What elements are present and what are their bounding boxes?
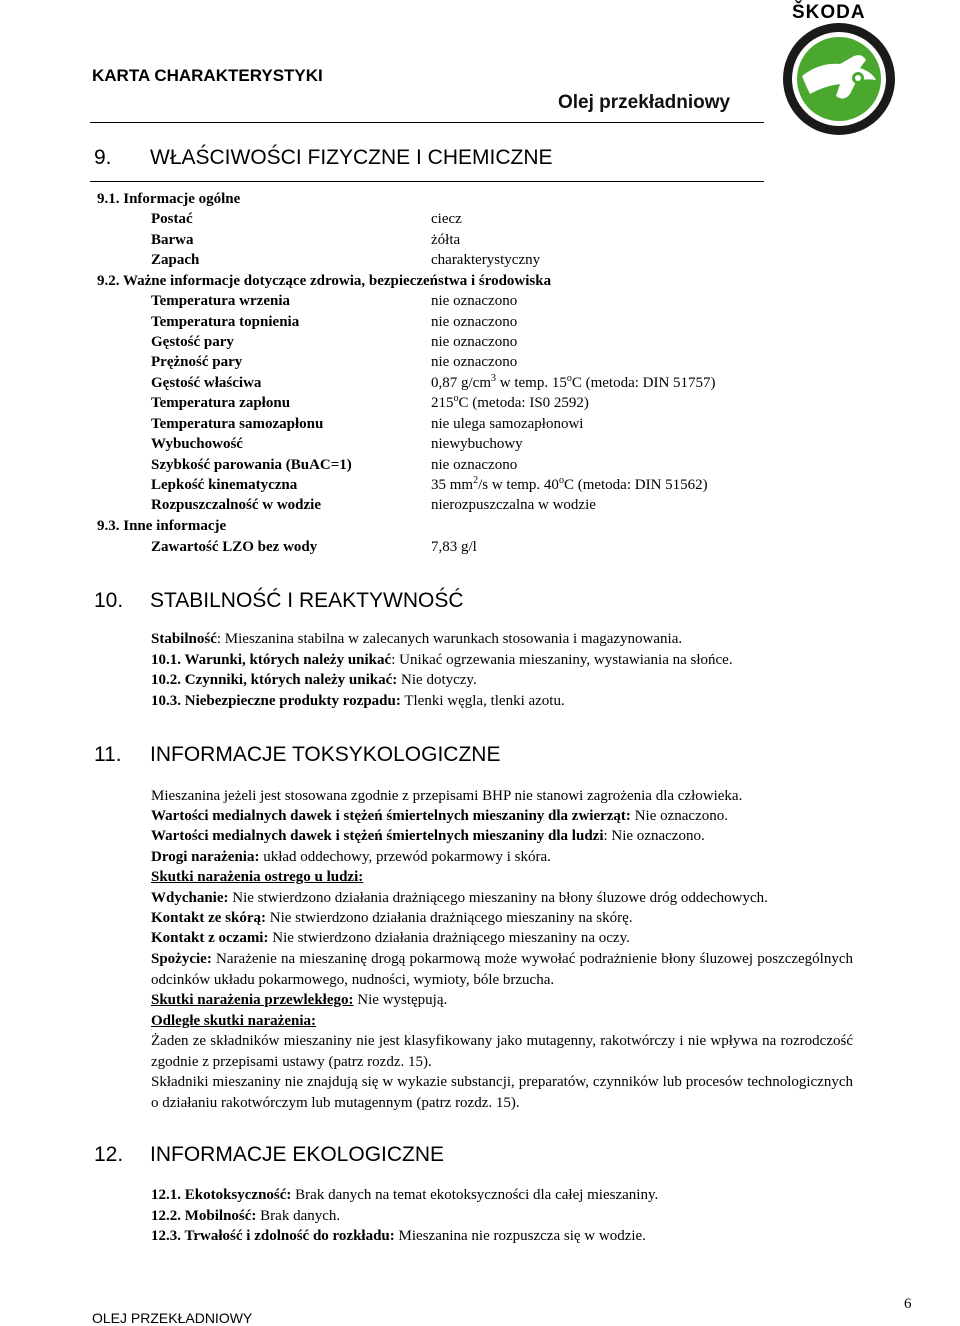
bold-label: 12.2. Mobilność: xyxy=(151,1208,257,1224)
tox-animals xyxy=(151,806,728,827)
prop-value: nierozpuszczalna w wodzie xyxy=(431,497,596,513)
section-10-heading xyxy=(94,589,464,613)
prop-label: Temperatura topnienia xyxy=(151,314,300,330)
bold-label: Wartości medialnych dawek i stężeń śmiertelnych mieszaniny dla ludzi xyxy=(151,828,604,844)
section-title: INFORMACJE TOKSYKOLOGICZNE xyxy=(150,743,501,766)
bold-label: Spożycie: xyxy=(151,951,212,967)
header-divider xyxy=(90,122,764,123)
text: Mieszanina nie rozpuszcza się w wodzie. xyxy=(394,1228,646,1244)
ingestion-paragraph xyxy=(151,949,853,990)
prop-value: nie oznaczono xyxy=(431,293,518,309)
superscript: 3 xyxy=(491,373,496,384)
superscript: o xyxy=(558,475,564,486)
bold-label: 12.1. Ekotoksyczność: xyxy=(151,1187,292,1203)
text: : Mieszanina stabilna w zalecanych warunkach stosowania i magazynowania. xyxy=(216,631,683,647)
prop-value: nie ulega samozapłonowi xyxy=(431,416,584,432)
section-title: STABILNOŚĆ I REAKTYWNOŚĆ xyxy=(150,589,464,612)
tox-humans xyxy=(151,826,705,847)
prop-label: Rozpuszczalność w wodzie xyxy=(151,497,321,513)
section-title: INFORMACJE EKOLOGICZNE xyxy=(150,1143,445,1166)
text: Nie występują. xyxy=(353,992,448,1008)
prop-value: charakterystyczny xyxy=(431,252,541,268)
bold-label: Stabilność xyxy=(151,631,217,647)
degradability-line xyxy=(151,1226,646,1247)
acute-effects-heading: Skutki narażenia ostrego u ludzi: xyxy=(151,869,364,885)
superscript: o xyxy=(566,373,572,384)
ecotoxicity-line xyxy=(151,1185,658,1206)
section-number: 10. xyxy=(94,589,124,612)
prop-value: nie oznaczono xyxy=(431,334,518,350)
prop-label: Barwa xyxy=(151,232,194,248)
inhalation-line xyxy=(151,888,768,909)
prop-label: Prężność pary xyxy=(151,354,243,370)
section-divider xyxy=(90,181,764,182)
prop-value xyxy=(431,373,716,394)
value-part: 215 xyxy=(431,395,454,411)
chronic-effects-line xyxy=(151,990,447,1011)
skin-contact-line xyxy=(151,908,633,929)
brand-wordmark: ŠKODA xyxy=(792,2,866,23)
bold-label: Drogi narażenia: xyxy=(151,849,260,865)
section-11-heading xyxy=(94,743,500,767)
text: Nie stwierdzono działania drażniącego mieszaniny na błony śluzowe dróg oddechowych. xyxy=(228,890,768,906)
section-number: 11. xyxy=(94,743,122,766)
text: Narażenie na mieszaninę drogą pokarmową może wywołać podrażnienie błony śluzowej poszczególnych odcinków układu pokarmowego, nudności, wymioty, bóle brzucha. xyxy=(151,951,853,988)
bold-label: Wdychanie: xyxy=(151,890,229,906)
prop-label: Postać xyxy=(151,211,193,227)
cmr-paragraph: Żaden ze składników mieszaniny nie jest klasyfikowany jako mutagenny, rakotwórczy i nie wpływa na rozrodczość zgodnie z przepisami ustawy (patrz rozdz. 15). xyxy=(151,1033,853,1070)
bold-label: 10.1. Warunki, których należy unikać xyxy=(151,652,392,668)
prop-label: Gęstość właściwa xyxy=(151,375,262,391)
subsection-9-1: 9.1. Informacje ogólne xyxy=(97,191,241,207)
section-number: 9. xyxy=(94,146,112,169)
section-number: 12. xyxy=(94,1143,124,1166)
text: Brak danych na temat ekotoksyczności dla całej mieszaniny. xyxy=(291,1187,659,1203)
footer-product: OLEJ PRZEKŁADNIOWY xyxy=(92,1310,253,1326)
stability-line xyxy=(151,629,682,650)
bold-label: 10.2. Czynniki, których należy unikać: xyxy=(151,672,398,688)
mobility-line xyxy=(151,1206,340,1227)
prop-label: Gęstość pary xyxy=(151,334,234,350)
bold-label: 12.3. Trwałość i zdolność do rozkładu: xyxy=(151,1228,395,1244)
section-12-heading xyxy=(94,1143,444,1167)
prop-value: nie oznaczono xyxy=(431,314,518,330)
bold-label: Kontakt z oczami: xyxy=(151,930,269,946)
text: Nie stwierdzono działania drażniącego mieszaniny na oczy. xyxy=(268,930,630,946)
section-9-heading xyxy=(94,146,553,170)
conditions-line xyxy=(151,650,733,671)
prop-label: Temperatura samozapłonu xyxy=(151,416,324,432)
page-number: 6 xyxy=(904,1296,912,1312)
text: Brak danych. xyxy=(256,1208,341,1224)
prop-value xyxy=(431,475,708,496)
text: : Unikać ogrzewania mieszaniny, wystawiania na słońce. xyxy=(391,652,733,668)
materials-line xyxy=(151,670,477,691)
product-name: Olej przekładniowy xyxy=(558,92,731,113)
subsection-9-3: 9.3. Inne informacje xyxy=(97,518,227,534)
eye-contact-line xyxy=(151,928,630,949)
prop-label: Temperatura zapłonu xyxy=(151,395,291,411)
prop-value: 7,83 g/l xyxy=(431,539,477,555)
prop-value: żółta xyxy=(431,232,461,248)
value-part: C (metoda: DIN 51757) xyxy=(571,375,716,391)
tox-intro: Mieszanina jeżeli jest stosowana zgodnie z przepisami BHP nie stanowi zagrożenia dla człowieka. xyxy=(151,788,743,804)
bold-label: Skutki narażenia przewlekłego: xyxy=(151,992,354,1008)
text: Tlenki węgla, tlenki azotu. xyxy=(400,693,565,709)
text: układ oddechowy, przewód pokarmowy i skóra. xyxy=(259,849,551,865)
value-part: w temp. 15 xyxy=(496,375,567,391)
bold-label: Kontakt ze skórą: xyxy=(151,910,266,926)
superscript: o xyxy=(453,393,459,404)
value-part: C (metoda: DIN 51562) xyxy=(563,477,708,493)
value-part: /s w temp. 40 xyxy=(478,477,559,493)
prop-value: nie oznaczono xyxy=(431,457,518,473)
text: Nie dotyczy. xyxy=(397,672,477,688)
text: : Nie oznaczono. xyxy=(603,828,705,844)
prop-label: Zapach xyxy=(151,252,200,268)
prop-label: Temperatura wrzenia xyxy=(151,293,290,309)
prop-value: ciecz xyxy=(431,211,462,227)
prop-label: Szybkość parowania (BuAC=1) xyxy=(151,457,352,473)
text: Nie oznaczono. xyxy=(630,808,728,824)
text: Nie stwierdzono działania drażniącego mieszaniny na skórę. xyxy=(266,910,633,926)
decomposition-line xyxy=(151,691,565,712)
section-title: WŁAŚCIWOŚCI FIZYCZNE I CHEMICZNE xyxy=(150,146,553,169)
prop-label: Wybuchowość xyxy=(151,436,243,452)
document-title: KARTA CHARAKTERYSTYKI xyxy=(92,66,323,85)
value-part: C (metoda: IS0 2592) xyxy=(458,395,589,411)
superscript: 2 xyxy=(473,475,479,486)
bold-label: Wartości medialnych dawek i stężeń śmiertelnych mieszaniny dla zwierząt: xyxy=(151,808,631,824)
bold-label: 10.3. Niebezpieczne produkty rozpadu: xyxy=(151,693,401,709)
prop-label: Zawartość LZO bez wody xyxy=(151,539,318,555)
subsection-9-2: 9.2. Ważne informacje dotyczące zdrowia, bezpieczeństwa i środowiska xyxy=(97,273,552,289)
prop-value xyxy=(431,393,589,414)
prop-value: niewybuchowy xyxy=(431,436,523,452)
skoda-logo-icon xyxy=(780,20,898,138)
value-part: 0,87 g/cm xyxy=(431,375,491,391)
remote-effects-heading: Odległe skutki narażenia: xyxy=(151,1013,317,1029)
prop-label: Lepkość kinematyczna xyxy=(151,477,298,493)
prop-value: nie oznaczono xyxy=(431,354,518,370)
value-part: 35 mm xyxy=(431,477,474,493)
exposure-routes xyxy=(151,847,551,868)
carcinogen-paragraph: Składniki mieszaniny nie znajdują się w wykazie substancji, preparatów, czynników lub procesów technologicznych o działaniu rakotwórczym lub mutagennym (patrz rozdz. 15). xyxy=(151,1074,853,1111)
